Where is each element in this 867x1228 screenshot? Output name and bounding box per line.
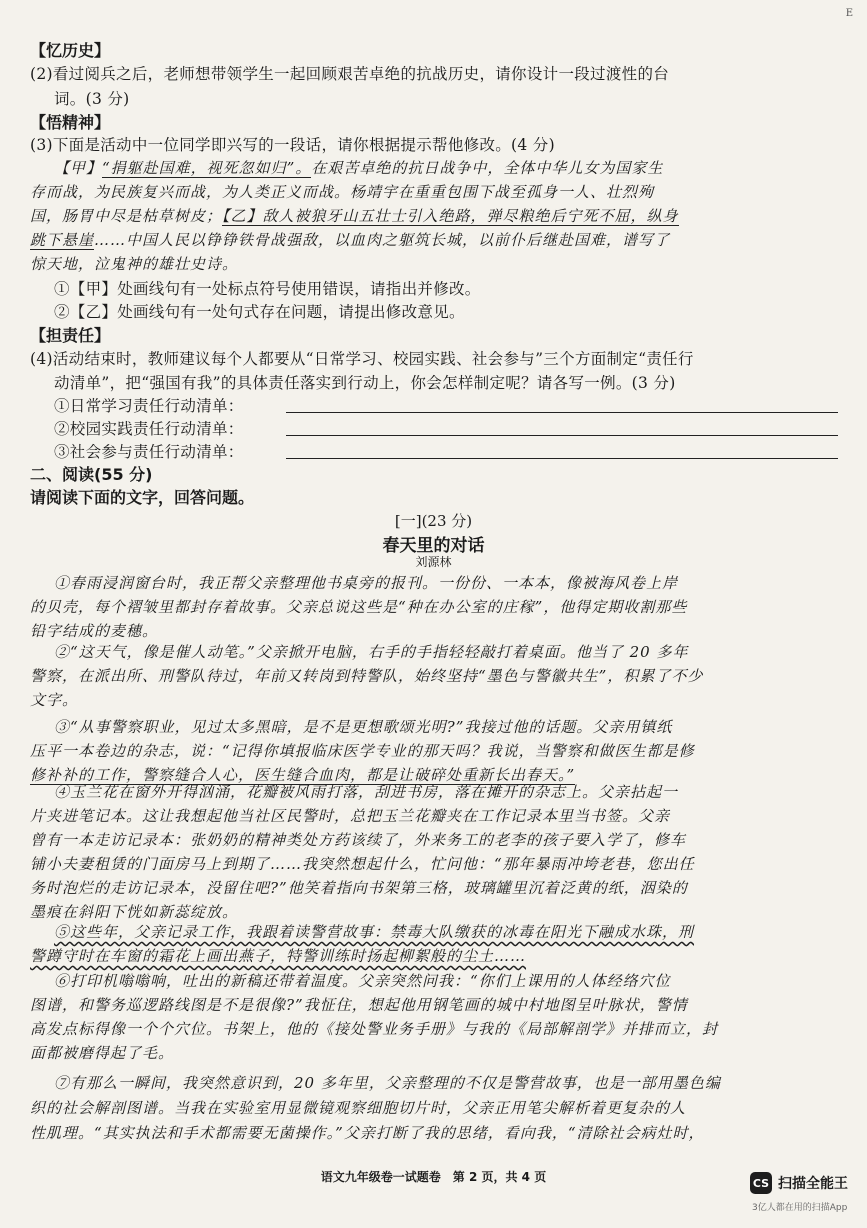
q3-para-line-1 xyxy=(54,157,663,178)
passage-underlined-sentence: 修补补的工作，警察缝合人心，医生缝合血肉，都是让破碎处重新长出春天。” xyxy=(30,766,576,784)
q4-item-1-answer-line[interactable] xyxy=(286,412,838,413)
passage-line: 警察，在派出所、刑警队待过，年前又转岗到特警队，始终坚持“墨色与警徽共生”，积累了不少 xyxy=(30,667,704,685)
section-memory-heading: 【忆历史】 xyxy=(30,41,111,60)
passage-line xyxy=(54,921,694,942)
passage-line: 面都被磨得起了毛。 xyxy=(30,1044,175,1062)
passage-line: 墨痕在斜阳下恍如新蕊绽放。 xyxy=(30,903,239,921)
passage-author: 刘源林 xyxy=(415,555,452,569)
passage-line: ③“从事警察职业，见过太多黑暗，是不是更想歌颂光明?”我接过他的话题。父亲用镇纸 xyxy=(54,718,673,736)
passage-line: ⑦有那么一瞬间，我突然意识到，20 多年里，父亲整理的不仅是警营故事，也是一部用墨色编 xyxy=(54,1074,721,1092)
passage-line: 压平一本卷边的杂志，说：“记得你填报临床医学专业的那天吗？我说，当警察和做医生都是修 xyxy=(30,742,695,760)
passage-line: 务时泡烂的走访记录本，没留住吧?”他笑着指向书架第三格，玻璃罐里沉着泛黄的纸，洇染的 xyxy=(30,879,688,897)
q2-line-2: 词。(3 分) xyxy=(54,90,130,108)
q4-item-2-label: ②校园实践责任行动清单： xyxy=(54,420,244,438)
passage-line: 铅字结成的麦穗。 xyxy=(30,622,159,640)
scanner-watermark xyxy=(750,1172,848,1194)
q3-mark-jia: 【甲】 xyxy=(54,159,103,177)
q4-item-3-answer-line[interactable] xyxy=(286,458,838,459)
corner-mark: E xyxy=(845,8,853,19)
passage-line: 铺小夫妻租赁的门面房马上到期了……我突然想起什么，忙问他：“那年暴雨冲垮老巷，您出任 xyxy=(30,855,695,873)
passage-title: 春天里的对话 xyxy=(382,536,485,556)
q3-para-line-3 xyxy=(30,205,679,226)
passage-line: 片夹进笔记本。这让我想起他当社区民警时，总把玉兰花瓣夹在工作记录本里当书签。父亲 xyxy=(30,807,671,825)
section-duty-heading: 【担责任】 xyxy=(30,326,111,345)
q3-yi-sentence-end: 跳下悬崖 xyxy=(30,231,95,249)
passage-line: 图谱，和警务巡逻路线图是不是很像?”我怔住，想起他用钢笔画的城中村地图呈叶脉状，警情 xyxy=(30,996,688,1014)
q2-line-1: (2)看过阅兵之后，老师想带领学生一起回顾艰苦卓绝的抗战历史，请你设计一段过渡性的台 xyxy=(30,65,670,83)
q3-para-line-1-rest: 在艰苦卓绝的抗日战争中，全体中华儿女为国家生 xyxy=(311,159,664,177)
q3-para-line-5: 惊天地，泣鬼神的雄壮史诗。 xyxy=(30,255,239,273)
q3-jia-quote: “捐躯赴国难，视死忽如归”。 xyxy=(102,159,312,177)
q4-line-2: 动清单”，把“强国有我”的具体责任落实到行动上，你会怎样制定呢？请各写一例。(3 分) xyxy=(54,374,676,392)
section-spirit-heading: 【悟精神】 xyxy=(30,113,111,132)
passage-wavy-sentence-end: 警蹲守时在车窗的霜花上画出燕子，特警训练时扬起柳絮般的尘土…… xyxy=(30,947,527,965)
q3-para-line-2: 存而战，为民族复兴而战，为人类正义而战。杨靖宇在重重包围下战至孤身一人、壮烈殉 xyxy=(30,183,655,201)
q3-para-line-4 xyxy=(30,229,670,250)
section-reading-heading: 二、阅读(55 分) xyxy=(30,465,153,484)
scanner-app-name: 扫描全能王 xyxy=(778,1176,848,1192)
passage-line: ④玉兰花在窗外开得汹涌，花瓣被风雨打落，刮进书房，落在摊开的杂志上。父亲拈起一 xyxy=(54,783,679,801)
passage-line: 高发点标得像一个个穴位。书架上，他的《接处警业务手册》与我的《局部解剖学》并排而立，封 xyxy=(30,1020,719,1038)
q3-sub-2: ②【乙】处画线句有一处句式存在问题，请提出修改意见。 xyxy=(54,303,465,321)
q3-sub-1: ①【甲】处画线句有一处标点符号使用错误，请指出并修改。 xyxy=(54,280,481,298)
scanner-logo-icon: CS xyxy=(750,1172,772,1194)
q3-para-line-4-rest: ……中国人民以铮铮铁骨战强敌，以血肉之躯筑长城，以前仆后继赴国难，谱写了 xyxy=(94,231,671,249)
page-footer: 语文九年级卷一试题卷 第 2 页，共 4 页 xyxy=(320,1170,547,1184)
passage-line: 织的社会解剖图谱。当我在实验室用显微镜观察细胞切片时，父亲正用笔尖解析着更复杂的人 xyxy=(30,1099,687,1117)
reading-instruction: 请阅读下面的文字，回答问题。 xyxy=(30,488,255,507)
passage-line: ②“这天气，像是催人动笔。”父亲掀开电脑，右手的手指轻轻敲打着桌面。他当了 20 多年 xyxy=(54,643,689,661)
q4-item-2-answer-line[interactable] xyxy=(286,435,838,436)
q3-para-line-3-a: 国，肠胃中尽是枯草树皮； xyxy=(30,207,223,225)
passage-part-label: [一](23 分) xyxy=(394,512,473,530)
passage-line: 性肌理。“其实执法和手术都需要无菌操作。”父亲打断了我的思绪，看向我，“清除社会病灶时， xyxy=(30,1124,705,1142)
q4-item-1-label: ①日常学习责任行动清单： xyxy=(54,397,244,415)
passage-wavy-sentence: ⑤这些年，父亲记录工作，我跟着读警营故事：禁毒大队缴获的冰毒在阳光下融成水珠，刑 xyxy=(54,923,695,941)
q4-item-3-label: ③社会参与责任行动清单： xyxy=(54,443,244,461)
passage-line-text: 的贝壳，每个褶皱里都封存着故事。父亲总说这些是“种在办公室的庄稼”，他得定期收割那些 xyxy=(30,598,688,616)
passage-line: 曾有一本走访记录本：张奶奶的精神类处方药该续了，外来务工的老李的孩子要入学了，修车 xyxy=(30,831,687,849)
passage-line: 文字。 xyxy=(30,691,79,709)
q3-prompt: (3)下面是活动中一位同学即兴写的一段话，请你根据提示帮他修改。(4 分) xyxy=(30,136,555,154)
passage-line xyxy=(30,945,526,966)
q3-yi-sentence: 【乙】敌人被狼牙山五壮士引入绝路，弹尽粮绝后宁死不屈，纵身 xyxy=(222,207,679,225)
passage-line xyxy=(30,596,687,617)
q4-line-1: (4)活动结束时，教师建议每个人都要从“日常学习、校园实践、社会参与”三个方面制定“责任行 xyxy=(30,350,694,368)
scanner-tagline: 3亿人都在用的扫描App xyxy=(752,1203,848,1213)
passage-line: ⑥打印机嗡嗡响，吐出的新稿还带着温度。父亲突然问我：“你们上课用的人体经络穴位 xyxy=(54,972,671,990)
passage-line: ①春雨浸润窗台时，我正帮父亲整理他书桌旁的报刊。一份份、一本本，像被海风卷上岸 xyxy=(54,574,679,592)
